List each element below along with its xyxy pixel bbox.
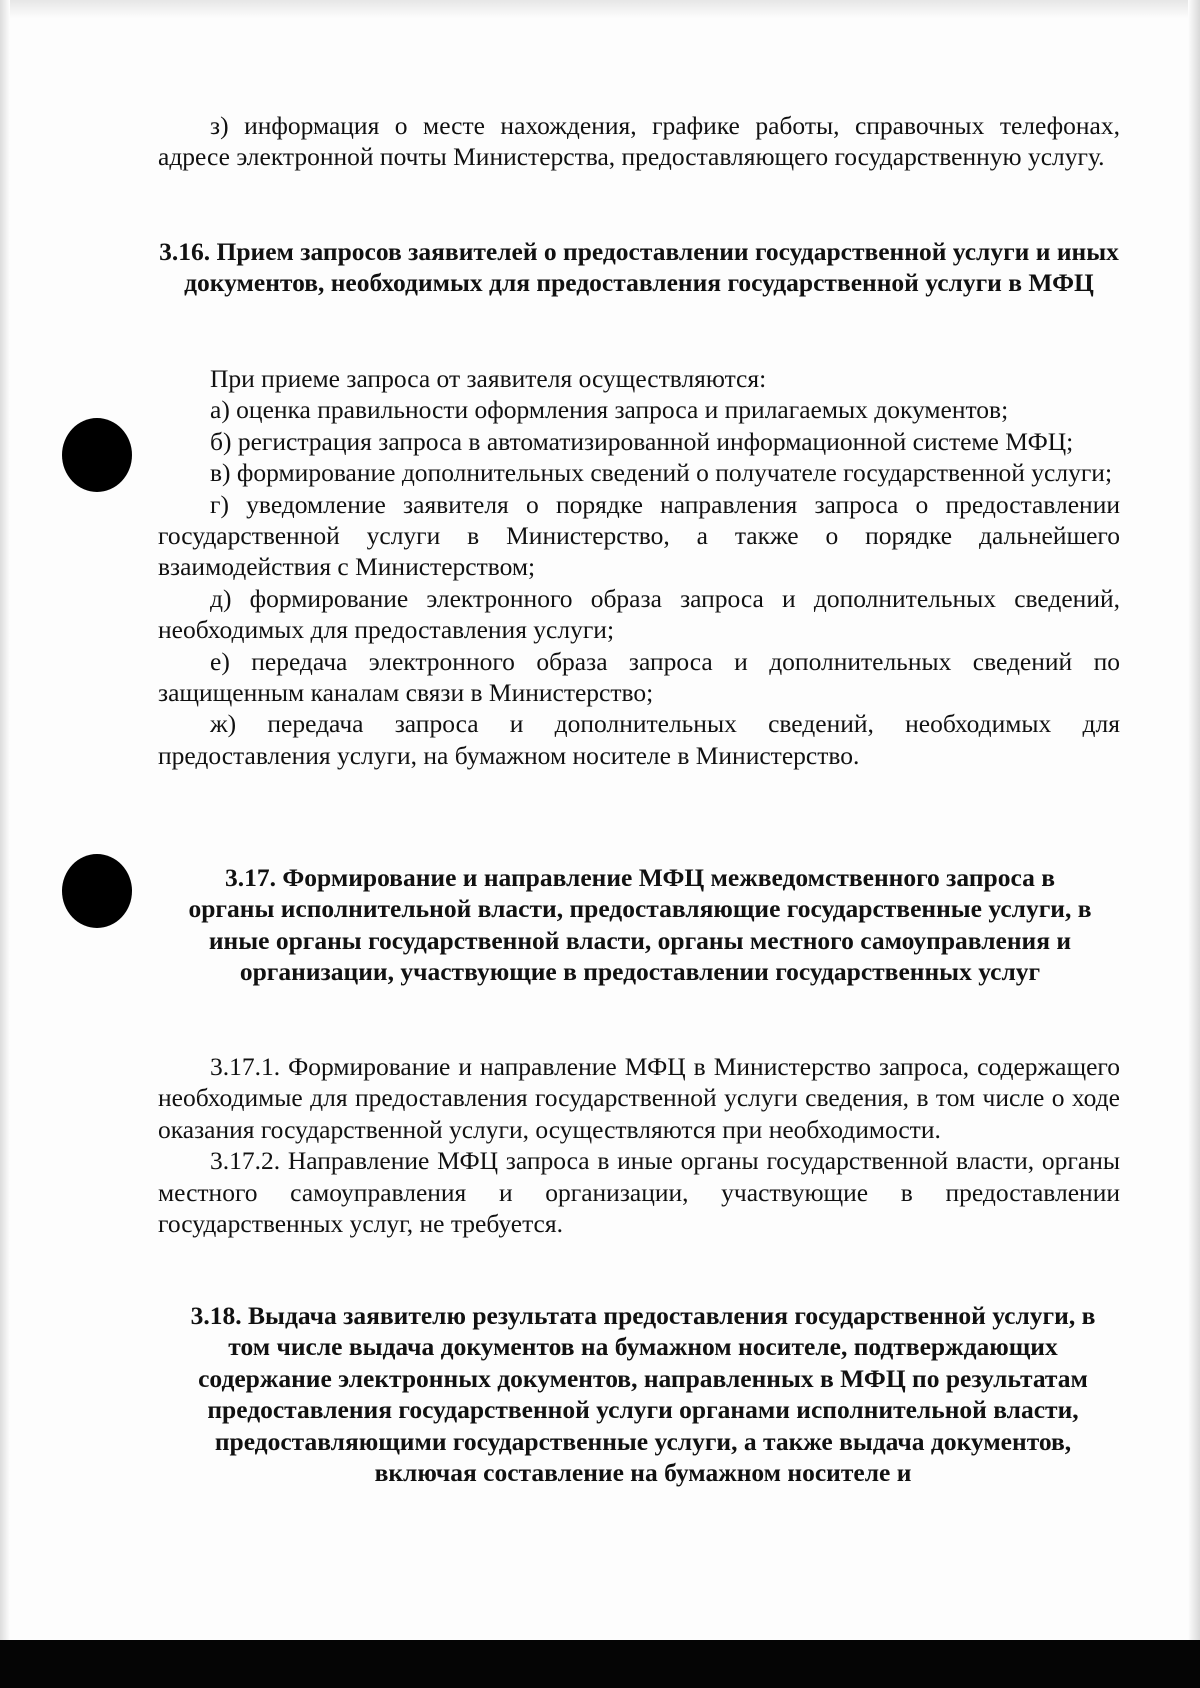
section-3-16-body [158,363,1120,771]
section-heading-3-17: 3.17. Формирование и направление МФЦ межведомственного запроса в органы исполнительной власти, предоставляющие государственные услуги, в иные органы государственной власти, органы местного самоуправления и организации, участвующие в предоставлении государственных услуг [188,863,1092,987]
scan-bottom-border [0,1640,1200,1688]
punch-hole-mark [62,418,132,492]
paragraph-3-17-1: 3.17.1. Формирование и направление МФЦ в Министерство запроса, содержащего необходимые для предоставления государственной услуги сведения, в том числе о ходе оказания государственной услуги, осуществляются при необходимости. [158,1052,1120,1144]
scan-edge-right [1188,0,1200,1640]
paragraph-a: а) оценка правильности оформления запроса и прилагаемых документов; [210,395,1009,425]
paragraph-v: в) формирование дополнительных сведений о получателе государственной услуги; [210,458,1113,488]
paragraph-b: б) регистрация запроса в автоматизированной информационной системе МФЦ; [210,426,1074,456]
paragraph-e: е) передача электронного образа запроса и дополнительных сведений по защищенным каналам связи в Министерство; [158,646,1120,708]
section-heading-3-18: 3.18. Выдача заявителю результата предоставления государственной услуги, в том числе выдача документов на бумажном носителе, подтверждающих содержание электронных документов, направленных в МФЦ по результатам предоставления государственной услуги органами исполнительной власти, предоставляющими государственные услуги, а также выдача документов, включая составление на бумажном носителе и [190,1301,1096,1488]
intro-block [158,110,1120,173]
section-heading-3-16: 3.16. Прием запросов заявителей о предоставлении государственной услуги и иных документов, необходимых для предоставления государственной услуги в МФЦ [159,237,1119,298]
scan-edge-left [0,0,10,1640]
paragraph-3-17-2: 3.17.2. Направление МФЦ запроса в иные органы государственной власти, органы местного самоуправления и организации, участвующие в предоставлении государственных услуг, не требуется. [158,1146,1120,1239]
paragraph-d: д) формирование электронного образа запроса и дополнительных сведений, необходимых для предоставления услуги; [158,583,1120,645]
scan-edge-top [0,0,1200,18]
paragraph-zh: ж) передача запроса и дополнительных сведений, необходимых для предоставления услуги, на бумажном носителе в Министерство. [158,709,1120,770]
paragraph: При приеме запроса от заявителя осуществляются: [210,364,767,393]
punch-hole-mark [62,854,132,928]
section-3-17-body [158,1051,1120,1239]
paragraph-g: г) уведомление заявителя о порядке направления запроса о предоставлении государственной услуги в Министерство, а также о порядке дальнейшего взаимодействия с Министерством; [158,489,1120,582]
paragraph-z: з) информация о месте нахождения, графике работы, справочных телефонах, адресе электронной почты Министерства, предоставляющего государственную услугу. [158,111,1120,172]
